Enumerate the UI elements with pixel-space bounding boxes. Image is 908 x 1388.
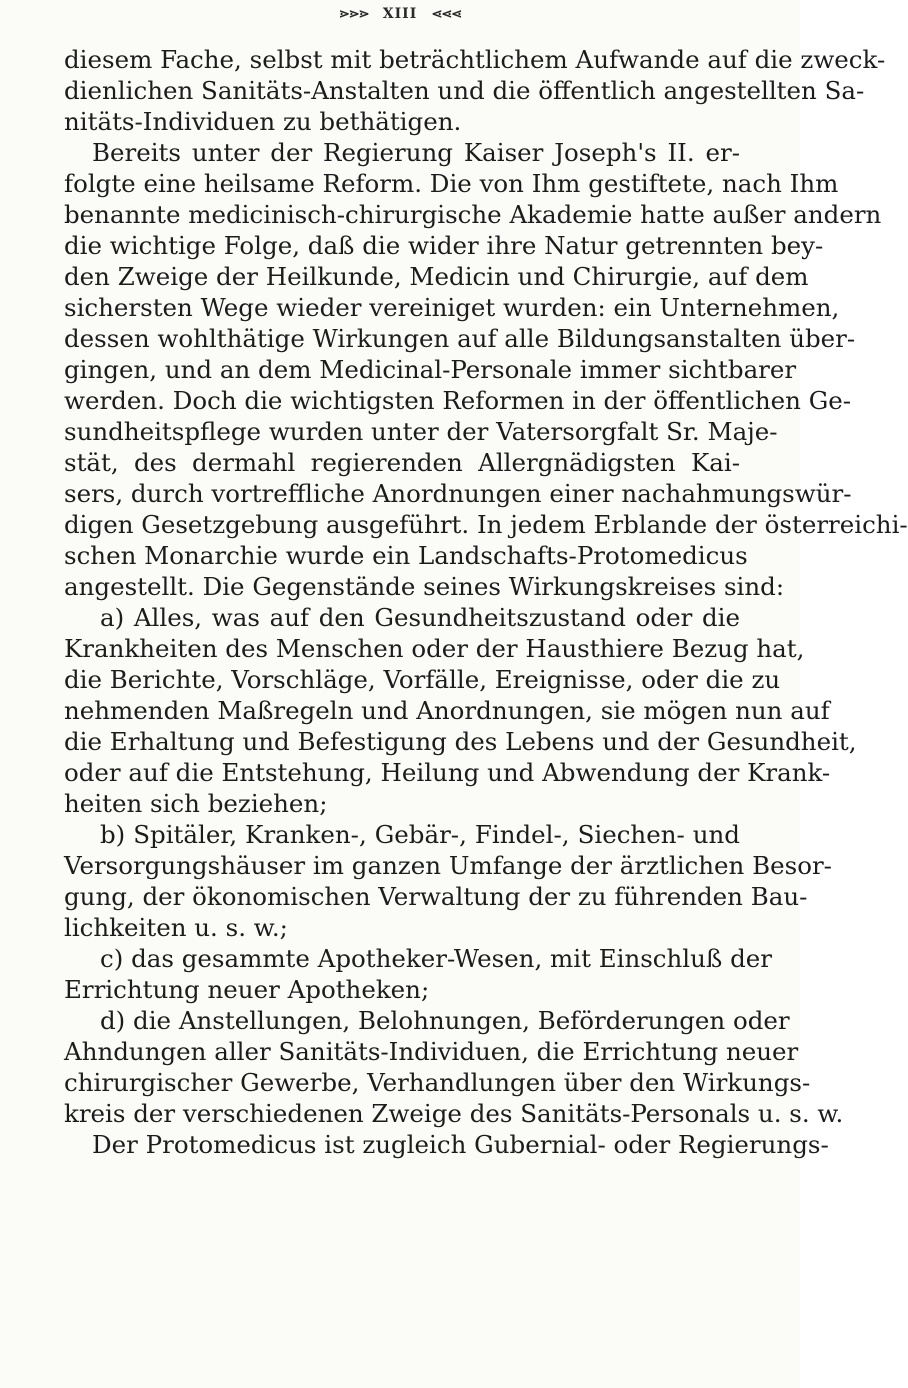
page-number: XIII bbox=[382, 6, 418, 22]
text-line: schen Monarchie wurde ein Landschafts-Protomedicus bbox=[64, 541, 748, 570]
text-line: nitäts-Individuen zu bethätigen. bbox=[64, 107, 462, 136]
body-text bbox=[64, 44, 908, 1160]
text-line: gingen, und an dem Medicinal-Personale immer sichtbarer bbox=[64, 355, 797, 384]
list-item-b: b) Spitäler, Kranken-, Gebär-, Findel-, Siechen- und bbox=[100, 820, 740, 849]
text-line: Der Protomedicus ist zugleich Gubernial- oder Regierungs- bbox=[92, 1130, 829, 1159]
ornament-left: ⋗⋗⋗ bbox=[338, 7, 369, 22]
text-line: werden. Doch die wichtigsten Reformen in der öffentlichen Ge- bbox=[64, 386, 852, 415]
text-line: den Zweige der Heilkunde, Medicin und Chirurgie, auf dem bbox=[64, 262, 809, 291]
text-line: die Erhaltung und Befestigung des Lebens und der Gesundheit, bbox=[64, 727, 857, 756]
text-line: nehmenden Maßregeln und Anordnungen, sie mögen nun auf bbox=[64, 696, 830, 725]
text-line: die wichtige Folge, daß die wider ihre Natur getrennten bey- bbox=[64, 231, 824, 260]
text-line: oder auf die Entstehung, Heilung und Abwendung der Krank- bbox=[64, 758, 831, 787]
text-line: Versorgungshäuser im ganzen Umfange der ärztlichen Besor- bbox=[64, 851, 832, 880]
list-item-a: a) Alles, was auf den Gesundheitszustand oder die bbox=[100, 603, 740, 632]
text-line: dienlichen Sanitäts-Anstalten und die öffentlich angestellten Sa- bbox=[64, 76, 865, 105]
text-line: Ahndungen aller Sanitäts-Individuen, die Errichtung neuer bbox=[64, 1037, 799, 1066]
text-line: folgte eine heilsame Reform. Die von Ihm gestiftete, nach Ihm bbox=[64, 169, 839, 198]
text-line: heiten sich beziehen; bbox=[64, 789, 328, 818]
text-line: sers, durch vortreffliche Anordnungen einer nachahmungswür- bbox=[64, 479, 852, 508]
text-line: benannte medicinisch-chirurgische Akademie hatte außer andern bbox=[64, 200, 882, 229]
text-line: die Berichte, Vorschläge, Vorfälle, Ereignisse, oder die zu bbox=[64, 665, 781, 694]
list-item-d: d) die Anstellungen, Belohnungen, Beförderungen oder bbox=[100, 1006, 790, 1035]
ornament-right: ⋖⋖⋖ bbox=[431, 7, 462, 22]
text-line: diesem Fache, selbst mit beträchtlichem Aufwande auf die zweck- bbox=[64, 45, 886, 74]
text-line: angestellt. Die Gegenstände seines Wirkungskreises sind: bbox=[64, 572, 785, 601]
text-line: lichkeiten u. s. w.; bbox=[64, 913, 288, 942]
text-line: sichersten Wege wieder vereiniget wurden: ein Unternehmen, bbox=[64, 293, 840, 322]
text-line: kreis der verschiedenen Zweige des Sanitäts-Personals u. s. w. bbox=[64, 1099, 844, 1128]
text-line: gung, der ökonomischen Verwaltung der zu führenden Bau- bbox=[64, 882, 808, 911]
text-line: chirurgischer Gewerbe, Verhandlungen über den Wirkungs- bbox=[64, 1068, 811, 1097]
text-line: stät, des dermahl regierenden Allergnädigsten Kai- bbox=[64, 448, 740, 477]
text-line: Bereits unter der Regierung Kaiser Joseph's II. er- bbox=[92, 138, 740, 167]
text-line: Krankheiten des Menschen oder der Hausthiere Bezug hat, bbox=[64, 634, 805, 663]
text-line: sundheitspflege wurden unter der Vatersorgfalt Sr. Majе- bbox=[64, 417, 778, 446]
text-line: Errichtung neuer Apotheken; bbox=[64, 975, 430, 1004]
page-header bbox=[0, 4, 800, 22]
text-line: digen Gesetzgebung ausgeführt. In jedem Erblande der österreichi- bbox=[64, 510, 908, 539]
text-line: dessen wohlthätige Wirkungen auf alle Bildungsanstalten über- bbox=[64, 324, 856, 353]
list-item-c: c) das gesammte Apotheker-Wesen, mit Einschluß der bbox=[100, 944, 772, 973]
